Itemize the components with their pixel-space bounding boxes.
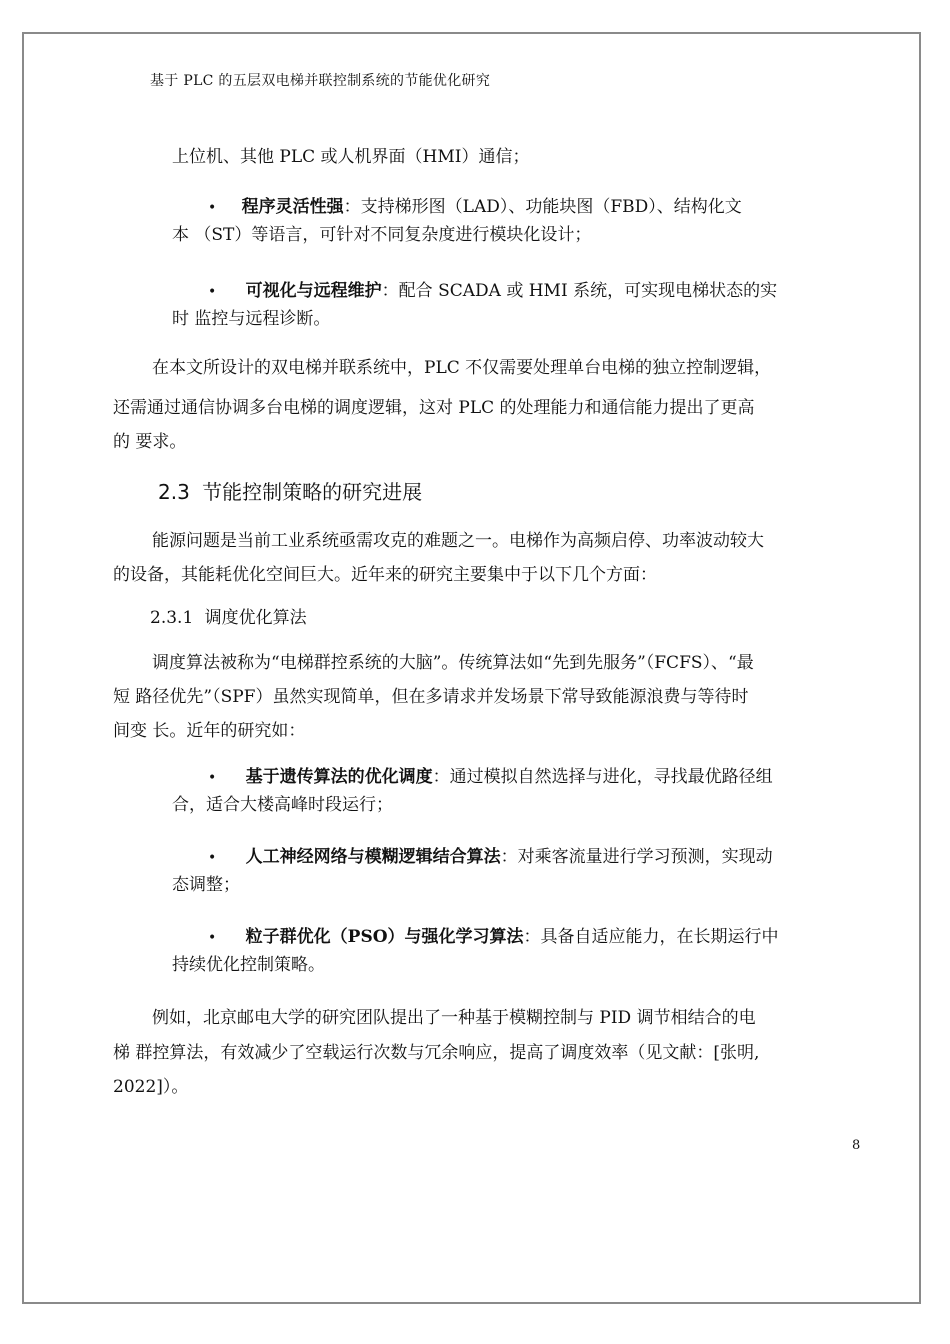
bullet-continuation: 时 监控与远程诊断。 — [172, 309, 331, 329]
bullet-text: ：支持梯形图（LAD）、功能块图（FBD）、结构化文 — [343, 197, 742, 217]
paragraph-line: 短 路径优先”（SPF）虽然实现简单，但在多请求并发场景下常导致能源浪费与等待时 — [113, 687, 749, 707]
bullet-term: 粒子群优化（PSO）与强化学习算法 — [245, 927, 524, 947]
subsection-heading — [150, 603, 307, 628]
bullet-text: ：配合 SCADA 或 HMI 系统，可实现电梯状态的实 — [381, 281, 778, 301]
paragraph-line: 的设备，其能耗优化空间巨大。近年来的研究主要集中于以下几个方面： — [113, 565, 657, 585]
paragraph-line: 能源问题是当前工业系统亟需攻克的难题之一。电梯作为高频启停、功率波动较大 — [152, 531, 764, 551]
bullet-dot: • — [208, 284, 217, 300]
bullet-item-remote — [208, 276, 777, 301]
bullet-item-neural — [208, 842, 773, 867]
bullet-continuation: 态调整； — [172, 875, 240, 895]
subsection-title: 调度优化算法 — [204, 608, 307, 628]
page-number: 8 — [852, 1138, 861, 1153]
bullet-item-flexibility — [208, 192, 742, 217]
bullet-dot: • — [208, 930, 217, 946]
bullet-text: ：对乘客流量进行学习预测，实现动 — [500, 847, 773, 867]
bullet-dot: • — [208, 200, 217, 216]
bullet-text: ：通过模拟自然选择与进化，寻找最优路径组 — [432, 767, 773, 787]
bullet-continuation: 持续优化控制策略。 — [172, 955, 325, 975]
bullet-term: 程序灵活性强 — [241, 197, 344, 217]
bullet-dot: • — [208, 850, 217, 866]
bullet-term: 可视化与远程维护 — [245, 281, 382, 301]
paragraph-line: 在本文所设计的双电梯并联系统中，PLC 不仅需要处理单台电梯的独立控制逻辑， — [152, 358, 772, 378]
section-number: 2.3 — [158, 480, 190, 504]
paragraph-line: 梯 群控算法，有效减少了空载运行次数与冗余响应，提高了调度效率（见文献：[张明, — [113, 1043, 760, 1063]
bullet-continuation: 本 （ST）等语言，可针对不同复杂度进行模块化设计； — [172, 225, 592, 245]
continuation-line: 上位机、其他 PLC 或人机界面（HMI）通信； — [172, 147, 530, 167]
paragraph-line: 调度算法被称为“电梯群控系统的大脑”。传统算法如“先到先服务”（FCFS）、“最 — [152, 653, 754, 673]
bullet-text: ：具备自适应能力，在长期运行中 — [523, 927, 779, 947]
paragraph-line: 例如，北京邮电大学的研究团队提出了一种基于模糊控制与 PID 调节相结合的电 — [152, 1008, 756, 1028]
bullet-continuation: 合，适合大楼高峰时段运行； — [172, 795, 393, 815]
paragraph-line: 2022]）。 — [113, 1077, 189, 1097]
section-heading — [158, 476, 422, 505]
paragraph-line: 还需通过通信协调多台电梯的调度逻辑，这对 PLC 的处理能力和通信能力提出了更高 — [113, 398, 755, 418]
bullet-term: 基于遗传算法的优化调度 — [245, 767, 433, 787]
paragraph-line: 的 要求。 — [113, 432, 187, 452]
bullet-term: 人工神经网络与模糊逻辑结合算法 — [245, 847, 501, 867]
paragraph-line: 间变 长。近年的研究如： — [113, 721, 306, 741]
subsection-number: 2.3.1 — [150, 608, 194, 628]
running-header: 基于 PLC 的五层双电梯并联控制系统的节能优化研究 — [150, 73, 491, 89]
bullet-item-pso — [208, 922, 779, 947]
bullet-dot: • — [208, 770, 217, 786]
bullet-item-genetic — [208, 762, 773, 787]
section-title: 节能控制策略的研究进展 — [202, 480, 423, 504]
